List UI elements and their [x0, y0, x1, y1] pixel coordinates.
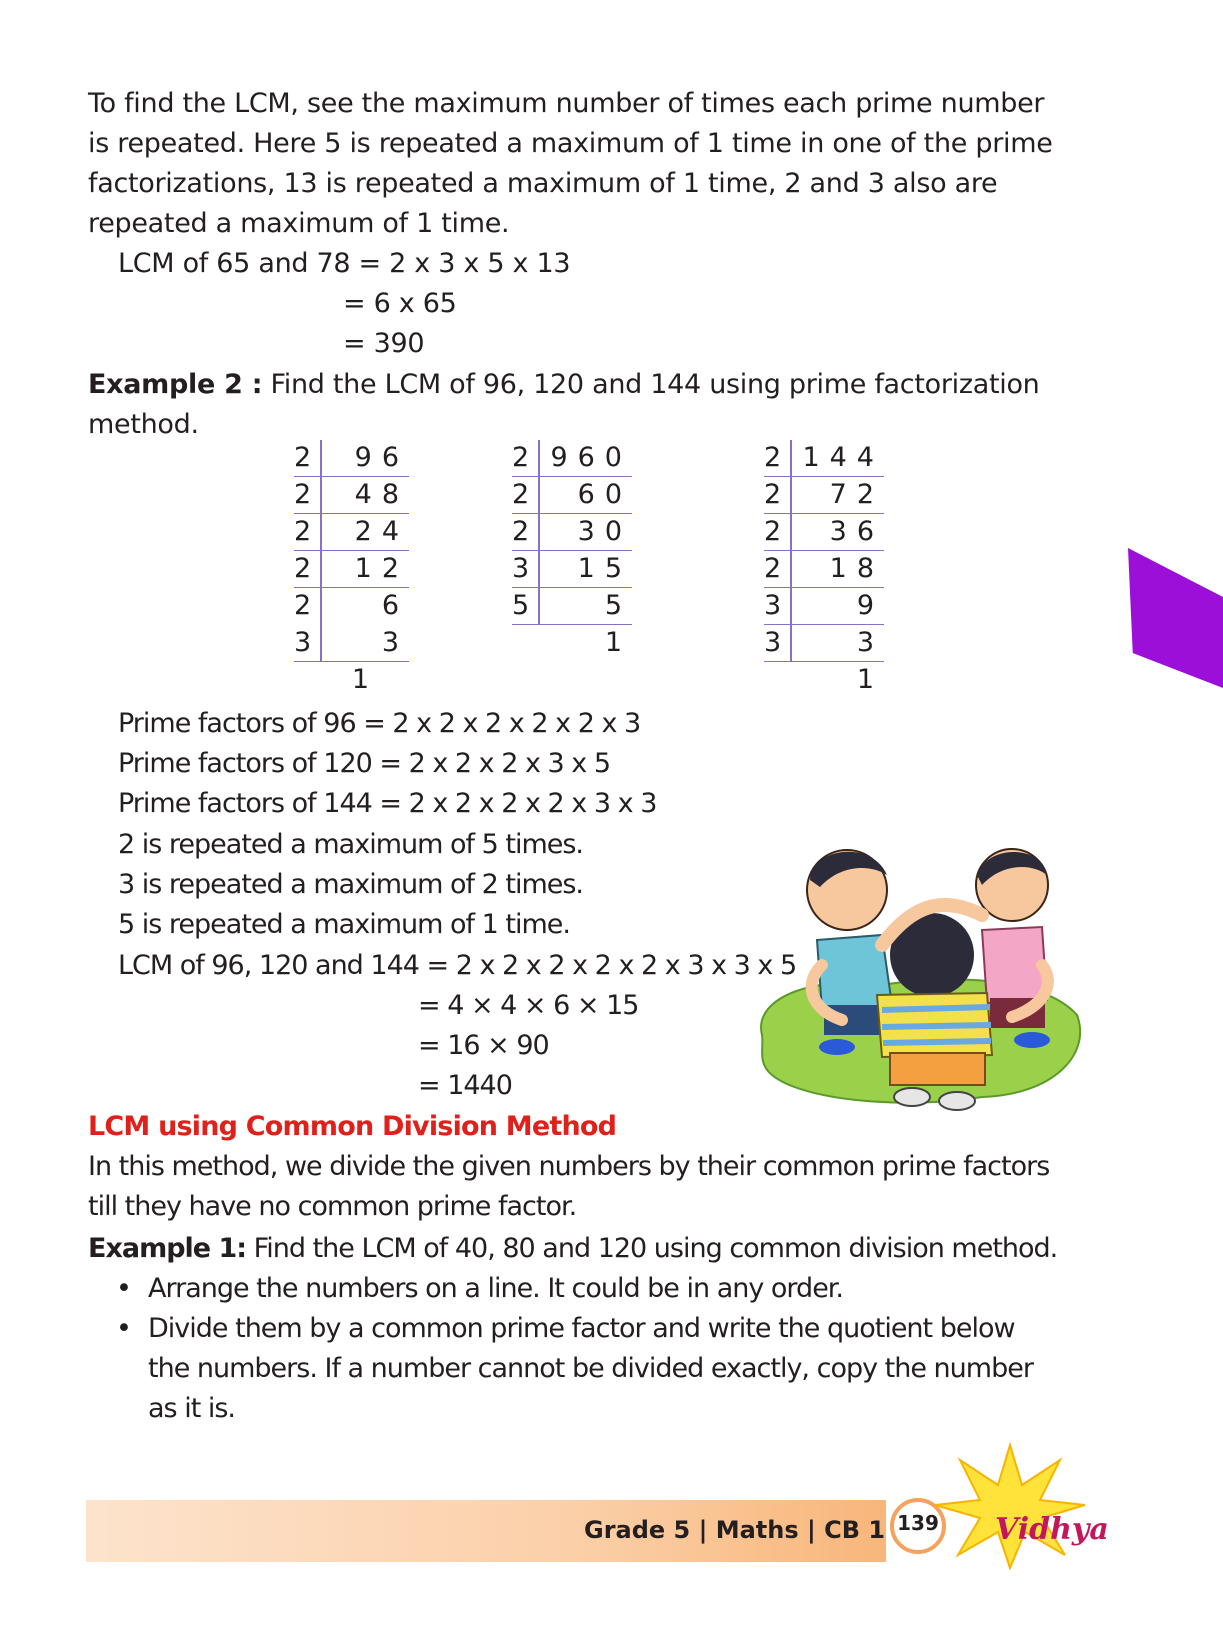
footer-text: Grade 5 | Maths | CB 1	[584, 1516, 886, 1544]
lcm96-step-2: = 16 × 90	[418, 1030, 549, 1061]
division-row: 3 9	[764, 588, 884, 625]
division-row: 2 6	[294, 590, 409, 621]
side-tab	[1128, 548, 1223, 688]
bullet-text-2: Divide them by a common prime factor and write the quotient below	[148, 1313, 1015, 1344]
division-row: 2 36	[764, 514, 884, 551]
bullet-icon: •	[116, 1273, 131, 1304]
bullet-icon: •	[116, 1313, 131, 1344]
sun-logo-icon	[930, 1440, 1090, 1570]
division-row: 3 3	[764, 625, 884, 662]
example2-text: Find the LCM of 96, 120 and 144 using prime factorization	[262, 369, 1040, 400]
division-row: 2 96	[294, 440, 409, 477]
example2-text-2: method.	[88, 409, 199, 440]
lcm65-line-3: = 390	[343, 328, 425, 359]
division-row: 2 12	[294, 551, 409, 588]
intro-line-4: repeated a maximum of 1 time.	[88, 208, 510, 239]
division-row: 5 5	[512, 588, 632, 625]
division-table-144	[764, 440, 884, 699]
division-table-120	[512, 440, 632, 662]
page-number: 139	[897, 1511, 939, 1535]
lcm96-step-3: = 1440	[418, 1070, 512, 1101]
division-row: 2 60	[512, 477, 632, 514]
bullet-2	[116, 1313, 1015, 1344]
division-row: 2 72	[764, 477, 884, 514]
division-row: 3 3	[294, 625, 409, 662]
division-row-last: 1	[856, 664, 884, 695]
factors-line-6: 5 is repeated a maximum of 1 time.	[118, 909, 570, 940]
division-row: 2 18	[764, 551, 884, 588]
logo-text: Vidhya	[995, 1512, 1109, 1547]
method-text-2: till they have no common prime factor.	[88, 1191, 577, 1222]
division-row-last: 1	[351, 664, 379, 695]
bullet-text-2-cont: the numbers. If a number cannot be divided exactly, copy the number	[148, 1353, 1033, 1384]
children-playing-illustration	[742, 835, 1092, 1120]
division-row: 3 15	[512, 551, 632, 588]
intro-line-1: To find the LCM, see the maximum number of times each prime number	[88, 88, 1045, 119]
lcm65-line-1: LCM of 65 and 78 = 2 x 3 x 5 x 13	[118, 248, 571, 279]
section-heading: LCM using Common Division Method	[88, 1111, 617, 1142]
factors-line-3: Prime factors of 144 = 2 x 2 x 2 x 2 x 3 x 3	[118, 788, 657, 819]
factors-line-2: Prime factors of 120 = 2 x 2 x 2 x 3 x 5	[118, 748, 611, 779]
division-table-96	[294, 440, 409, 699]
example2-heading	[88, 369, 1040, 400]
division-row: 2 960	[512, 440, 632, 477]
intro-line-3: factorizations, 13 is repeated a maximum of 1 time, 2 and 3 also are	[88, 168, 998, 199]
factors-line-4: 2 is repeated a maximum of 5 times.	[118, 829, 584, 860]
factors-line-7: LCM of 96, 120 and 144 = 2 x 2 x 2 x 2 x 2 x 3 x 3 x 5	[118, 950, 797, 981]
example1-label: Example 1:	[88, 1233, 247, 1264]
lcm65-line-2: = 6 x 65	[343, 288, 457, 319]
bullet-text-2-cont-2: as it is.	[148, 1393, 236, 1424]
bullet-text-1: Arrange the numbers on a line. It could be in any order.	[148, 1273, 844, 1304]
division-row: 2 144	[764, 440, 884, 477]
method-text-1: In this method, we divide the given numbers by their common prime factors	[88, 1151, 1050, 1182]
example2-label: Example 2 :	[88, 369, 263, 400]
example1-text: Find the LCM of 40, 80 and 120 using common division method.	[246, 1233, 1058, 1264]
example1-heading	[88, 1233, 1057, 1264]
division-row: 2 48	[294, 477, 409, 514]
factors-line-1: Prime factors of 96 = 2 x 2 x 2 x 2 x 2 x 3	[118, 708, 641, 739]
division-row: 2 24	[294, 514, 409, 551]
division-row: 2 30	[512, 514, 632, 551]
bullet-1	[116, 1273, 844, 1304]
factors-line-5: 3 is repeated a maximum of 2 times.	[118, 869, 584, 900]
division-row-last: 1	[604, 627, 632, 658]
intro-line-2: is repeated. Here 5 is repeated a maximum of 1 time in one of the prime	[88, 128, 1053, 159]
lcm96-step-1: = 4 × 4 × 6 × 15	[418, 990, 639, 1021]
